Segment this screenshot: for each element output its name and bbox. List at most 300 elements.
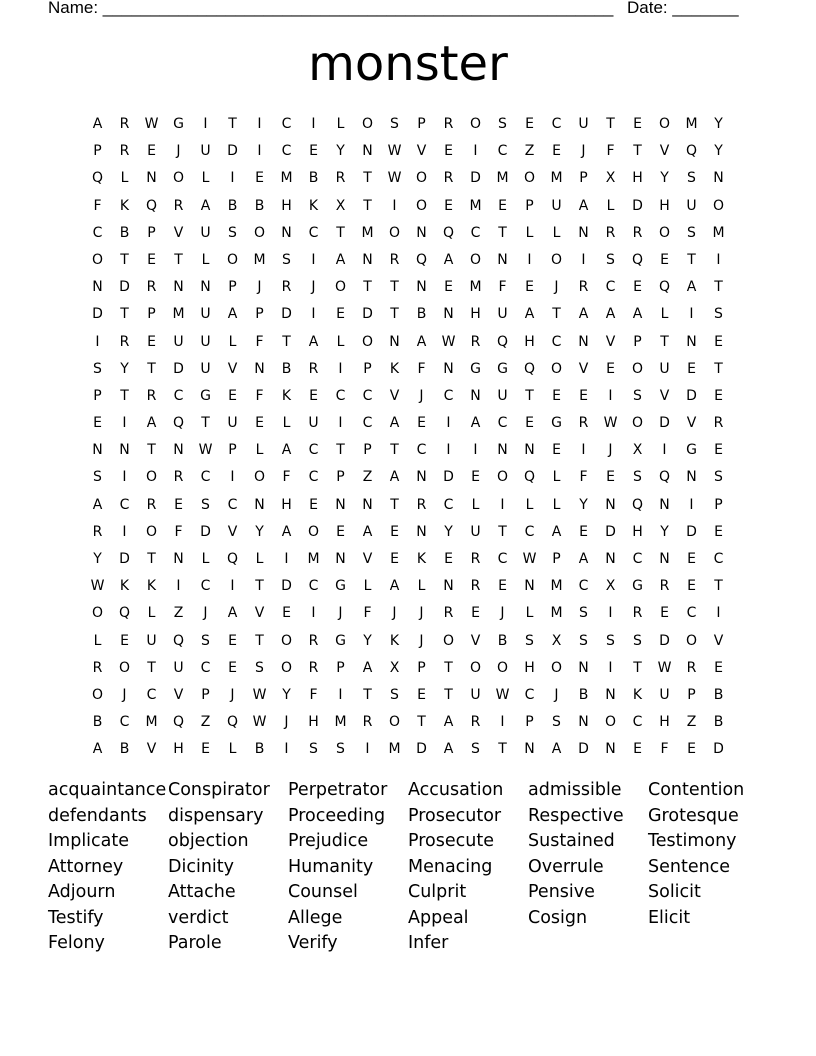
grid-letter: I [392,197,397,214]
grid-letter: U [173,659,184,676]
grid-letter: I [608,605,613,622]
grid-letter: N [416,224,427,241]
grid-letter: I [608,387,613,404]
grid-letter: M [388,741,401,758]
word-bank-item: Grotesque [648,805,739,826]
grid-letter: T [498,224,507,241]
word-bank-item: Accusation [408,780,504,800]
grid-letter: T [633,659,642,676]
grid-letter: I [230,170,235,187]
grid-letter: E [714,523,723,540]
grid-letter: F [255,333,264,350]
grid-letter: M [307,551,320,567]
grid-letter: M [712,224,725,241]
grid-letter: X [551,632,562,649]
grid-letter: T [552,306,561,323]
grid-letter: V [173,224,184,241]
grid-letter: O [91,686,104,703]
grid-letter: P [552,551,561,567]
grid-letter: E [417,415,426,432]
grid-letter: E [471,605,480,622]
grid-letter: D [92,306,103,323]
grid-letter: O [496,469,509,486]
grid-letter: M [550,170,563,187]
word-bank-item: Culprit [408,882,467,902]
grid-letter: C [362,415,373,432]
grid-letter: O [361,116,374,132]
grid-letter: V [686,415,697,432]
grid-letter: F [363,605,372,622]
grid-letter: U [551,197,562,214]
grid-letter: I [122,469,127,486]
grid-letter: T [363,170,372,187]
grid-letter: T [714,360,723,377]
grid-letter: R [578,415,589,432]
grid-letter: F [174,523,183,540]
grid-letter: I [311,605,316,622]
grid-row [84,739,732,766]
grid-letter: K [146,578,157,595]
grid-letter: B [497,632,508,649]
grid-letter: I [581,251,586,268]
grid-letter: Q [523,469,536,486]
grid-letter: N [713,170,724,187]
grid-letter: I [203,116,208,132]
word-bank-item: Testify [48,907,104,928]
grid-letter: W [198,442,213,459]
grid-letter: S [687,224,696,241]
grid-letter: T [147,360,156,377]
grid-letter: E [633,279,642,296]
grid-letter: E [660,251,669,268]
grid-letter: H [659,714,670,731]
grid-letter: O [469,116,482,132]
grid-letter: I [338,360,343,377]
grid-letter: Q [172,415,185,432]
grid-letter: T [120,306,129,323]
grid-letter: T [363,197,372,214]
grid-letter: T [336,224,345,241]
grid-letter: L [363,578,372,595]
grid-letter: R [416,496,427,513]
grid-letter: M [334,714,347,731]
grid-letter: V [146,741,157,758]
grid-letter: D [632,197,643,214]
grid-letter: P [228,279,237,296]
grid-letter: I [311,116,316,132]
grid-letter: Q [631,251,644,268]
grid-letter: N [416,523,427,540]
grid-letter: H [281,496,292,513]
grid-letter: O [145,523,158,540]
grid-letter: K [308,197,319,214]
grid-letter: E [687,551,696,567]
word-bank-item: Prosecutor [408,805,502,826]
grid-letter: I [446,442,451,459]
grid-letter: I [284,551,289,567]
grid-letter: S [309,741,318,758]
grid-letter: L [471,496,480,513]
grid-letter: X [632,442,643,459]
word-bank-item: Attache [168,882,236,902]
word-bank-item: Prosecute [408,831,494,851]
grid-letter: Q [172,632,185,649]
grid-letter: E [444,551,453,567]
grid-letter: P [147,224,156,241]
grid-letter: N [659,496,670,513]
grid-letter: O [307,523,320,540]
grid-letter: Y [714,116,723,132]
grid-letter: O [172,170,185,187]
grid-letter: O [415,197,428,214]
grid-letter: A [92,496,103,513]
grid-row [84,332,732,359]
grid-letter: I [311,251,316,268]
grid-letter: A [92,741,103,758]
grid-letter: J [284,714,289,731]
grid-letter: C [92,224,103,241]
grid-letter: U [470,523,481,540]
grid-letter: C [443,387,454,404]
grid-letter: E [552,143,561,160]
grid-letter: F [498,279,507,296]
grid-letter: F [579,469,588,486]
grid-row [84,549,732,576]
grid-letter: L [93,632,102,649]
grid-letter: S [633,469,642,486]
grid-letter: E [309,387,318,404]
grid-letter: L [201,251,210,268]
grid-letter: V [173,686,184,703]
grid-letter: C [497,551,508,567]
grid-letter: C [308,442,319,459]
grid-letter: T [525,387,534,404]
grid-letter: H [281,197,292,214]
grid-letter: D [605,523,616,540]
grid-letter: C [200,578,211,595]
grid-letter: T [255,578,264,595]
grid-letter: C [551,116,562,132]
grid-letter: P [336,469,345,486]
word-bank-item: Sustained [528,831,615,851]
grid-letter: R [173,469,184,486]
grid-letter: B [92,714,103,731]
grid-letter: E [498,197,507,214]
grid-letter: A [470,415,481,432]
grid-letter: O [550,659,563,676]
word-bank-item: Perpetrator [288,780,388,800]
grid-letter: I [500,714,505,731]
grid-letter: E [525,279,534,296]
grid-letter: G [173,116,184,132]
grid-letter: P [363,360,372,377]
grid-letter: N [443,360,454,377]
grid-letter: D [713,741,724,758]
grid-letter: S [606,632,615,649]
grid-letter: C [578,578,589,595]
grid-letter: T [363,686,372,703]
word-bank-item: Cosign [528,907,588,928]
grid-letter: W [252,714,267,731]
grid-letter: Z [362,469,373,486]
grid-letter: I [338,415,343,432]
grid-letter: I [122,415,127,432]
grid-letter: Q [685,143,698,160]
word-bank-item: Respective [528,805,624,826]
grid-letter: U [200,143,211,160]
grid-row [84,440,732,467]
grid-row [84,168,732,195]
grid-letter: I [500,496,505,513]
grid-letter: E [714,659,723,676]
grid-letter: K [416,551,427,567]
grid-letter: Y [120,360,129,377]
grid-letter: Q [631,496,644,513]
grid-letter: E [417,686,426,703]
grid-letter: C [227,496,238,513]
grid-letter: T [174,251,183,268]
word-bank-column [528,778,648,957]
grid-letter: R [308,659,319,676]
grid-letter: E [444,197,453,214]
grid-letter: N [470,387,481,404]
grid-letter: V [659,387,670,404]
grid-letter: R [146,387,157,404]
word-bank-item: Adjourn [48,882,116,902]
grid-letter: T [390,442,399,459]
grid-letter: C [173,387,184,404]
grid-letter: S [336,741,345,758]
grid-letter: G [470,360,481,377]
grid-letter: Q [91,170,104,187]
grid-letter: O [334,279,347,296]
grid-letter: W [495,686,510,703]
grid-letter: E [579,523,588,540]
grid-letter: K [119,197,130,214]
grid-letter: T [390,496,399,513]
grid-letter: V [713,632,724,649]
grid-letter: O [118,659,131,676]
grid-letter: T [687,251,696,268]
grid-letter: N [281,224,292,241]
grid-letter: T [363,279,372,296]
grid-letter: M [469,197,482,214]
grid-letter: I [716,605,721,622]
grid-letter: P [525,197,534,214]
grid-letter: S [201,496,210,513]
page-title: monster [308,36,508,92]
grid-letter: Q [226,714,239,731]
grid-letter: I [473,442,478,459]
grid-letter: D [659,415,670,432]
grid-letter: L [120,170,129,187]
grid-letter: W [522,551,537,567]
grid-letter: Q [496,333,509,350]
grid-letter: N [335,551,346,567]
grid-letter: E [255,415,264,432]
grid-letter: N [362,496,373,513]
grid-letter: S [93,360,102,377]
grid-letter: L [255,551,264,567]
grid-letter: K [389,360,400,377]
grid-letter: F [606,143,615,160]
grid-letter: C [308,224,319,241]
grid-letter: I [338,686,343,703]
grid-letter: Y [93,551,102,567]
grid-letter: R [119,143,130,160]
grid-letter: W [657,659,672,676]
grid-letter: Y [660,170,669,187]
grid-letter: R [470,578,481,595]
grid-letter: T [147,442,156,459]
grid-letter: R [146,279,157,296]
grid-letter: I [365,741,370,758]
grid-letter: I [230,469,235,486]
grid-letter: M [550,578,563,595]
grid-letter: N [443,578,454,595]
grid-letter: O [658,116,671,132]
grid-letter: A [92,116,103,132]
grid-letter: N [686,333,697,350]
grid-letter: L [336,333,345,350]
grid-letter: M [496,170,509,187]
grid-letter: V [254,605,265,622]
grid-letter: I [446,415,451,432]
grid-letter: T [498,741,507,758]
grid-letter: X [335,197,346,214]
grid-letter: N [335,496,346,513]
grid-letter: R [632,224,643,241]
grid-letter: I [689,306,694,323]
grid-letter: C [551,333,562,350]
grid-letter: T [390,279,399,296]
grid-letter: L [228,741,237,758]
grid-letter: S [201,632,210,649]
grid-letter: M [172,306,185,323]
grid-letter: A [389,469,400,486]
grid-letter: T [714,578,723,595]
grid-letter: D [416,741,427,758]
grid-letter: U [659,360,670,377]
grid-letter: E [147,251,156,268]
grid-letter: L [606,197,615,214]
grid-letter: T [444,686,453,703]
grid-letter: M [253,251,266,268]
grid-letter: R [92,523,103,540]
grid-letter: H [470,306,481,323]
grid-letter: L [417,578,426,595]
grid-letter: Y [444,523,453,540]
grid-letter: H [632,170,643,187]
grid-letter: Y [255,523,264,540]
grid-letter: S [714,306,723,323]
grid-letter: E [309,496,318,513]
grid-letter: S [255,659,264,676]
grid-letter: L [552,224,561,241]
grid-letter: N [524,578,535,595]
grid-letter: E [201,741,210,758]
grid-letter: E [714,333,723,350]
grid-letter: U [227,415,238,432]
grid-letter: J [203,605,208,622]
grid-letter: F [417,360,426,377]
grid-letter: J [554,686,559,703]
grid-row [84,522,732,549]
grid-letter: I [176,578,181,595]
grid-letter: A [578,197,589,214]
grid-letter: O [712,197,725,214]
grid-letter: Q [226,551,239,567]
grid-letter: L [660,306,669,323]
word-bank-item: Counsel [288,882,358,902]
grid-row [84,304,732,331]
grid-letter: W [252,686,267,703]
grid-letter: E [552,387,561,404]
grid-letter: E [552,442,561,459]
grid-letter: X [605,170,616,187]
grid-letter: T [147,659,156,676]
grid-row [84,603,732,630]
grid-letter: N [605,741,616,758]
grid-letter: H [632,523,643,540]
grid-letter: V [389,387,400,404]
grid-letter: I [581,442,586,459]
grid-letter: T [120,251,129,268]
grid-letter: J [608,442,613,459]
grid-letter: O [604,714,617,731]
grid-letter: U [578,116,589,132]
word-bank-item: Infer [408,933,449,953]
grid-letter: F [309,686,318,703]
grid-letter: J [176,143,181,160]
grid-letter: A [578,306,589,323]
grid-letter: V [362,551,373,567]
grid-letter: L [525,224,534,241]
grid-letter: U [497,387,508,404]
grid-letter: O [361,333,374,350]
grid-letter: S [498,116,507,132]
grid-letter: J [257,279,262,296]
grid-letter: E [444,279,453,296]
grid-letter: A [416,333,427,350]
grid-letter: E [336,306,345,323]
grid-row [84,467,732,494]
grid-letter: N [254,496,265,513]
grid-letter: Q [523,360,536,377]
grid-letter: E [471,469,480,486]
grid-letter: C [281,116,292,132]
grid-letter: G [497,360,508,377]
grid-letter: P [147,306,156,323]
grid-letter: M [469,279,482,296]
grid-letter: N [578,224,589,241]
grid-letter: P [255,306,264,323]
grid-letter: E [255,170,264,187]
word-bank-item: Sentence [648,856,731,877]
grid-letter: F [282,469,291,486]
grid-letter: Q [172,714,185,731]
grid-letter: I [311,306,316,323]
grid-letter: E [525,415,534,432]
grid-letter: J [338,605,343,622]
grid-letter: N [605,686,616,703]
word-bank-item: Humanity [288,856,374,877]
grid-row [84,223,732,250]
word-bank-item: objection [168,831,249,851]
grid-letter: R [578,279,589,296]
grid-letter: E [120,632,129,649]
grid-row [84,631,732,658]
